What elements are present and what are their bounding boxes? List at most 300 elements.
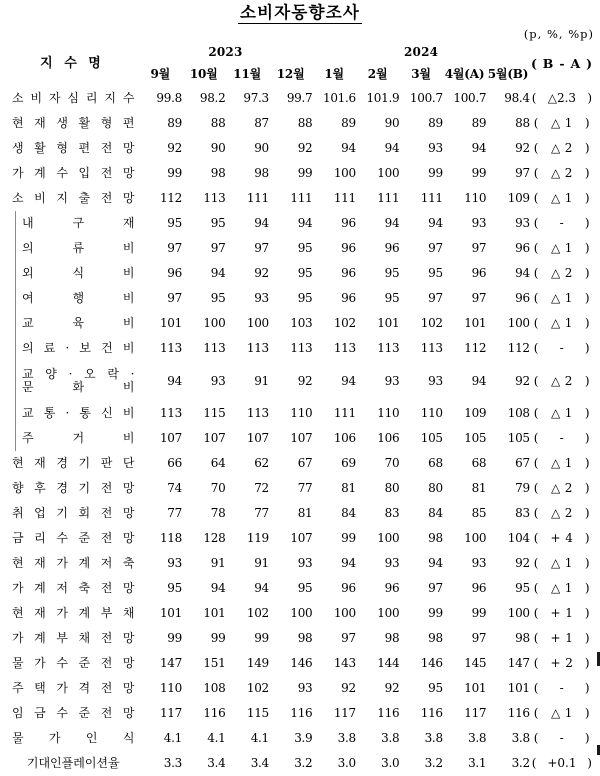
data-cell: 96 <box>384 241 400 256</box>
label-char: 망 <box>122 531 135 546</box>
label-char: 재 <box>34 606 46 621</box>
label-char: 현 <box>12 116 24 131</box>
difference-part: ) <box>584 316 590 331</box>
table-row <box>6 651 594 676</box>
data-cell: 92 <box>515 141 530 156</box>
difference-part: △ 1 <box>550 556 573 571</box>
row-label <box>6 526 138 551</box>
data-cell: 149 <box>246 656 269 671</box>
difference-part: - <box>559 681 565 696</box>
data-cell: 3.0 <box>381 756 400 771</box>
difference-part: △ 1 <box>550 316 573 331</box>
label-char: 준 <box>78 531 91 546</box>
label-char: 대 <box>38 756 51 771</box>
difference-part: ) <box>587 756 592 771</box>
difference-part: ) <box>584 631 590 646</box>
table-row <box>6 286 594 311</box>
header-month-2023-11: 11월 <box>233 67 261 82</box>
row-label <box>6 751 138 776</box>
label-char: 식 <box>122 731 135 746</box>
difference-part: △ 2 <box>550 166 573 181</box>
label-char: 리 <box>85 91 98 106</box>
label-char: 망 <box>122 631 135 646</box>
difference-part: ( <box>533 316 539 331</box>
data-cell: 80 <box>428 481 443 496</box>
label-char: 지 <box>56 191 68 206</box>
label-char: 플 <box>61 756 74 771</box>
row-label <box>6 726 138 751</box>
data-cell: 111 <box>420 191 443 206</box>
row-label <box>6 451 138 476</box>
label-char: · <box>130 367 135 382</box>
data-cell: 117 <box>464 706 487 721</box>
difference-part: ( <box>533 116 539 131</box>
data-cell: 94 <box>341 556 356 571</box>
label-char: 채 <box>122 606 135 621</box>
difference-part: △ 1 <box>550 116 573 131</box>
label-char: 리 <box>34 531 46 546</box>
row-label <box>6 426 138 451</box>
data-cell: 98 <box>384 631 400 646</box>
data-cell: 95 <box>428 266 443 281</box>
label-char: 인 <box>85 731 98 746</box>
label-char: 의 <box>22 241 34 256</box>
header-row-year <box>6 42 594 63</box>
label-char: 비 <box>122 406 135 421</box>
row-label-box <box>6 136 138 161</box>
difference-part: ( <box>533 456 539 471</box>
label-char: 전 <box>100 706 113 721</box>
label-char: 비 <box>122 291 135 306</box>
label-char: 격 <box>78 681 91 696</box>
data-cell: 87 <box>254 116 269 131</box>
header-month-2023-10: 10월 <box>189 67 218 82</box>
data-cell: 95 <box>167 216 182 231</box>
data-cell: 94 <box>210 581 226 596</box>
difference-cell <box>530 161 594 186</box>
label-char: 형 <box>100 116 113 131</box>
difference-part: ) <box>584 116 590 131</box>
data-cell: 111 <box>333 406 356 421</box>
label-char: 부 <box>100 606 113 621</box>
label-char: 재 <box>34 556 46 571</box>
data-cell: 95 <box>167 581 182 596</box>
difference-part: ) <box>584 681 590 696</box>
label-char: 단 <box>122 456 135 471</box>
data-cell: 113 <box>203 341 226 356</box>
difference-part: ) <box>584 556 590 571</box>
data-cell: 106 <box>377 431 400 446</box>
row-label-box <box>6 576 138 601</box>
difference-part: + 1 <box>550 606 574 621</box>
data-cell: 110 <box>377 406 400 421</box>
row-label <box>6 261 138 286</box>
data-cell: 67 <box>515 456 530 471</box>
label-char: 편 <box>122 116 135 131</box>
data-cell: 97 <box>428 241 443 256</box>
row-label <box>6 336 138 361</box>
difference-cell <box>530 751 594 776</box>
data-cell: 80 <box>384 481 400 496</box>
difference-cell <box>530 601 594 626</box>
data-cell: 91 <box>210 556 226 571</box>
data-cell: 110 <box>159 681 182 696</box>
data-cell: 105 <box>507 431 530 446</box>
header-month-2023-09: 9월 <box>150 67 170 82</box>
row-label-box <box>6 701 138 726</box>
difference-part: ) <box>584 706 590 721</box>
row-label <box>6 576 138 601</box>
label-char: 망 <box>122 506 135 521</box>
data-cell: 103 <box>290 316 313 331</box>
table-body <box>6 86 594 776</box>
difference-part: ( <box>533 656 539 671</box>
data-cell: 111 <box>333 191 356 206</box>
label-char: 전 <box>100 506 113 521</box>
data-cell: 94 <box>210 266 226 281</box>
label-char: 비 <box>122 341 135 356</box>
data-cell: 110 <box>464 191 487 206</box>
label-char: 망 <box>122 656 135 671</box>
data-cell: 107 <box>246 431 269 446</box>
label-char: 재 <box>34 116 46 131</box>
data-cell: 97 <box>471 631 487 646</box>
data-cell: 116 <box>507 706 530 721</box>
label-char: 자 <box>48 91 61 106</box>
data-cell: 96 <box>471 581 487 596</box>
data-cell: 95 <box>297 291 313 306</box>
data-cell: 81 <box>297 506 313 521</box>
data-cell: 3.0 <box>337 756 356 771</box>
data-cell: 97 <box>428 291 443 306</box>
difference-part: ) <box>584 531 590 546</box>
label-char: 채 <box>78 631 91 646</box>
difference-part: ( <box>533 431 539 446</box>
table-row <box>6 401 594 426</box>
table-row <box>6 676 594 701</box>
label-char: 교 <box>22 367 34 382</box>
data-cell: 3.3 <box>163 756 182 771</box>
difference-part: ) <box>584 216 590 231</box>
data-cell: 97.3 <box>243 91 269 106</box>
data-cell: 97 <box>210 241 226 256</box>
data-cell: 3.1 <box>468 756 487 771</box>
label-char: 준 <box>78 656 91 671</box>
data-cell: 118 <box>159 531 182 546</box>
label-char: 구 <box>72 216 85 231</box>
data-cell: 96 <box>341 216 356 231</box>
label-char: 현 <box>12 556 24 571</box>
label-char: 가 <box>12 166 24 181</box>
data-cell: 95 <box>297 266 313 281</box>
data-cell: 89 <box>471 116 487 131</box>
header-month-2024-04: 4월(A) <box>444 67 485 82</box>
label-char: 기 <box>26 756 39 771</box>
table-row <box>6 336 594 361</box>
data-cell: 99.7 <box>286 91 313 106</box>
data-cell: 98 <box>515 631 530 646</box>
table-row <box>6 136 594 161</box>
data-cell: 102 <box>246 606 269 621</box>
row-label <box>6 476 138 501</box>
data-cell: 92 <box>384 681 400 696</box>
difference-part: ( <box>533 681 539 696</box>
row-label-box <box>6 186 138 211</box>
label-char: 외 <box>22 266 34 281</box>
label-char: 육 <box>72 316 85 331</box>
row-label-box <box>6 726 138 751</box>
label-char: · <box>68 367 73 382</box>
data-cell: 100 <box>290 606 313 621</box>
data-cell: 97 <box>167 291 182 306</box>
data-cell: 100.7 <box>453 91 487 106</box>
data-cell: 94 <box>254 216 269 231</box>
data-cell: 113 <box>377 341 400 356</box>
label-char: 입 <box>78 166 91 181</box>
row-label-box <box>6 551 138 576</box>
difference-part: ( <box>533 241 539 256</box>
data-cell: 101 <box>464 681 487 696</box>
data-cell: 84 <box>341 506 356 521</box>
data-cell: 100 <box>377 531 400 546</box>
difference-cell <box>530 676 594 701</box>
data-cell: 95 <box>297 581 313 596</box>
data-cell: 100 <box>333 606 356 621</box>
data-cell: 94 <box>297 216 313 231</box>
data-cell: 3.8 <box>424 731 443 746</box>
label-char: 전 <box>100 191 113 206</box>
data-cell: 147 <box>159 656 182 671</box>
label-char: 택 <box>34 681 46 696</box>
difference-cell <box>530 551 594 576</box>
difference-cell <box>530 426 594 451</box>
header-month-2024-05: 5월(B) <box>487 67 529 82</box>
data-cell: 3.2 <box>294 756 313 771</box>
label-char: 율 <box>108 756 120 771</box>
difference-part: ) <box>584 191 590 206</box>
data-cell: 79 <box>515 481 530 496</box>
data-cell: 98.2 <box>199 91 226 106</box>
label-char: 후 <box>34 481 46 496</box>
data-cell: 92 <box>515 373 530 388</box>
row-label-box <box>6 626 138 651</box>
difference-part: ( <box>533 373 539 388</box>
data-cell: 74 <box>167 481 182 496</box>
data-cell: 93 <box>297 681 313 696</box>
label-char: 활 <box>78 116 91 131</box>
table-row <box>6 111 594 136</box>
label-char: 소 <box>12 91 24 106</box>
data-cell: 92 <box>297 373 313 388</box>
label-char: 가 <box>56 681 68 696</box>
row-label-box <box>6 601 138 626</box>
data-cell: 101 <box>159 606 182 621</box>
label-char: 비 <box>122 241 135 256</box>
difference-part: ( <box>533 731 539 746</box>
label-char: 금 <box>12 531 24 546</box>
header-year-2023: 2023 <box>208 45 243 60</box>
label-char: 저 <box>56 581 68 596</box>
label-char: 비 <box>122 380 135 394</box>
difference-part: ( <box>533 216 539 231</box>
difference-part: △ 1 <box>550 581 573 596</box>
data-cell: 105 <box>464 431 487 446</box>
data-cell: 94 <box>428 556 443 571</box>
row-label <box>6 311 138 336</box>
data-cell: 4.1 <box>163 731 182 746</box>
label-char: 생 <box>56 116 68 131</box>
row-label <box>6 161 138 186</box>
data-cell: 107 <box>203 431 226 446</box>
data-cell: 108 <box>507 406 530 421</box>
difference-part: + 1 <box>550 631 574 646</box>
difference-cell <box>530 451 594 476</box>
data-cell: 92 <box>254 266 269 281</box>
difference-part: ( <box>533 606 539 621</box>
row-label-box <box>6 676 138 701</box>
difference-part: △ 1 <box>550 406 573 421</box>
data-cell: 100 <box>507 316 530 331</box>
row-label-box <box>6 111 138 136</box>
data-cell: 107 <box>290 431 313 446</box>
difference-part: ( <box>531 91 537 106</box>
data-cell: 98 <box>297 631 313 646</box>
label-char: · <box>65 406 70 421</box>
difference-part: ( <box>533 191 539 206</box>
data-cell: 99 <box>210 631 226 646</box>
table-row <box>6 211 594 236</box>
label-char: 계 <box>34 581 46 596</box>
row-label-box <box>6 751 138 776</box>
label-char: 문 <box>22 380 34 394</box>
row-label-box <box>6 161 138 186</box>
label-char: 전 <box>100 141 113 156</box>
data-cell: 93 <box>428 373 443 388</box>
data-cell: 98 <box>428 531 443 546</box>
data-cell: 94 <box>471 373 487 388</box>
label-char: 활 <box>34 141 46 156</box>
data-cell: 113 <box>159 341 182 356</box>
data-cell: 3.4 <box>207 756 226 771</box>
data-cell: 101 <box>507 681 530 696</box>
data-cell: 93 <box>210 373 226 388</box>
data-cell: 146 <box>290 656 313 671</box>
data-cell: 83 <box>515 506 530 521</box>
label-char: 비 <box>30 91 43 106</box>
label-char: 행 <box>72 291 85 306</box>
header-year-2024: 2024 <box>403 45 439 60</box>
table-row <box>6 576 594 601</box>
data-cell: 69 <box>341 456 356 471</box>
data-cell: 77 <box>297 481 313 496</box>
label-char: 료 <box>43 341 56 356</box>
row-label-indent-box <box>15 361 138 401</box>
label-char: 회 <box>78 506 91 521</box>
label-char: 재 <box>34 456 46 471</box>
data-cell: 98 <box>210 166 226 181</box>
difference-cell <box>530 311 594 336</box>
data-cell: 112 <box>464 341 487 356</box>
difference-part: - <box>559 431 565 446</box>
table-row <box>6 751 594 776</box>
table-row <box>6 526 594 551</box>
data-cell: 144 <box>377 656 400 671</box>
label-char: 계 <box>34 166 46 181</box>
row-label <box>6 136 138 161</box>
table-row <box>6 701 594 726</box>
data-cell: 98 <box>254 166 269 181</box>
row-label-indent-box <box>15 426 138 451</box>
header-difference: ( B - A ) <box>530 56 593 72</box>
data-cell: 97 <box>515 166 530 181</box>
data-cell: 78 <box>210 506 226 521</box>
data-cell: 115 <box>246 706 269 721</box>
label-char: 오 <box>84 367 96 382</box>
label-char: 준 <box>78 706 91 721</box>
data-cell: 146 <box>420 656 443 671</box>
data-cell: 67 <box>297 456 313 471</box>
difference-part: ) <box>584 506 590 521</box>
difference-part: △ 1 <box>550 706 573 721</box>
difference-part: ) <box>584 481 590 496</box>
data-cell: 99 <box>471 606 487 621</box>
data-cell: 95 <box>297 241 313 256</box>
data-cell: 3.2 <box>511 756 530 771</box>
label-char: 인 <box>50 756 62 771</box>
data-cell: 99 <box>428 166 443 181</box>
data-cell: 96 <box>515 291 530 306</box>
difference-cell <box>530 361 594 401</box>
label-char: 화 <box>72 380 85 394</box>
data-cell: 97 <box>167 241 182 256</box>
data-cell: 72 <box>254 481 269 496</box>
data-cell: 143 <box>333 656 356 671</box>
data-cell: 112 <box>507 341 530 356</box>
label-char: 통 <box>43 406 56 421</box>
data-cell: 96 <box>341 581 356 596</box>
data-cell: 96 <box>515 241 530 256</box>
data-cell: 99 <box>341 531 356 546</box>
data-cell: 116 <box>377 706 400 721</box>
data-cell: 96 <box>341 241 356 256</box>
data-cell: 101.6 <box>322 91 356 106</box>
label-char: 심 <box>67 91 79 106</box>
difference-part: ( <box>533 291 539 306</box>
label-char: 수 <box>56 166 68 181</box>
data-cell: 151 <box>203 656 226 671</box>
label-char: 여 <box>22 291 34 306</box>
row-label <box>6 676 138 701</box>
label-char: 건 <box>101 341 113 356</box>
data-cell: 88 <box>210 116 226 131</box>
data-cell: 84 <box>428 506 443 521</box>
data-cell: 4.1 <box>207 731 226 746</box>
table-row <box>6 186 594 211</box>
data-cell: 113 <box>290 341 313 356</box>
data-cell: 107 <box>290 531 313 546</box>
row-label <box>6 361 138 401</box>
table-row <box>6 476 594 501</box>
data-cell: 100.7 <box>409 91 443 106</box>
label-char: 현 <box>12 606 24 621</box>
difference-part: ) <box>584 373 590 388</box>
data-cell: 100 <box>246 316 269 331</box>
data-cell: 3.8 <box>337 731 356 746</box>
difference-part: ) <box>584 581 590 596</box>
label-char: 거 <box>72 431 85 446</box>
data-cell: 94 <box>471 141 487 156</box>
difference-part: + 2 <box>550 656 574 671</box>
